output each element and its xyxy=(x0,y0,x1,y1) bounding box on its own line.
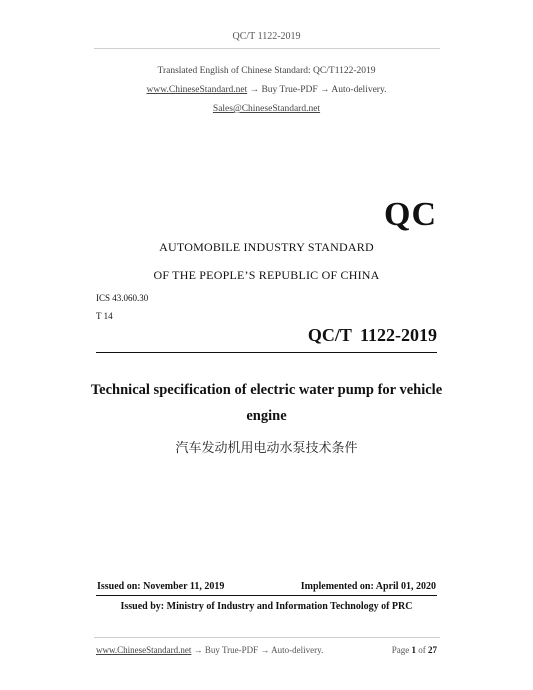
page-current: 1 xyxy=(411,645,416,655)
page-indicator xyxy=(392,645,437,655)
page-total: 27 xyxy=(428,645,437,655)
ics-code: ICS 43.060.30 xyxy=(96,293,149,303)
title-english-line-1: Technical specification of electric water pump for vehicle xyxy=(90,382,443,398)
implemented-on-date: Implemented on: April 01, 2020 xyxy=(300,581,436,592)
standard-number: QC/T 1122-2019 xyxy=(307,325,437,345)
title-english-line-2: engine xyxy=(246,408,287,424)
standard-line-2: OF THE PEOPLE’S REPUBLIC OF CHINA xyxy=(153,268,380,282)
header-divider xyxy=(94,48,440,49)
sales-line xyxy=(0,104,533,114)
translation-notice: Translated English of Chinese Standard: QC/T1122-2019 xyxy=(157,66,376,76)
page-label: Page xyxy=(391,645,410,655)
buy-line xyxy=(0,85,533,95)
footer-buy-text: → Buy True-PDF → Auto-delivery. xyxy=(191,645,324,655)
t-code: T 14 xyxy=(96,311,113,321)
issued-on-date: Issued on: November 11, 2019 xyxy=(97,581,225,592)
website-link[interactable]: www.ChineseStandard.net xyxy=(146,85,248,95)
running-head: QC/T 1122-2019 xyxy=(232,31,301,42)
footer-buy-line xyxy=(96,645,323,655)
buy-text: → Buy True-PDF → Auto-delivery. xyxy=(247,85,387,95)
dates-divider xyxy=(96,595,437,596)
footer-divider xyxy=(94,637,440,638)
qc-mark: QC xyxy=(384,196,437,233)
page-of: of xyxy=(418,645,426,655)
standard-number-divider xyxy=(96,352,437,353)
title-chinese: 汽车发动机用电动水泵技术条件 xyxy=(175,441,358,456)
issued-by: Issued by: Ministry of Industry and Information Technology of PRC xyxy=(120,601,413,612)
sales-email-link[interactable]: Sales@ChineseStandard.net xyxy=(212,104,321,114)
standard-line-1: AUTOMOBILE INDUSTRY STANDARD xyxy=(159,240,374,254)
footer-website-link[interactable]: www.ChineseStandard.net xyxy=(96,645,192,655)
